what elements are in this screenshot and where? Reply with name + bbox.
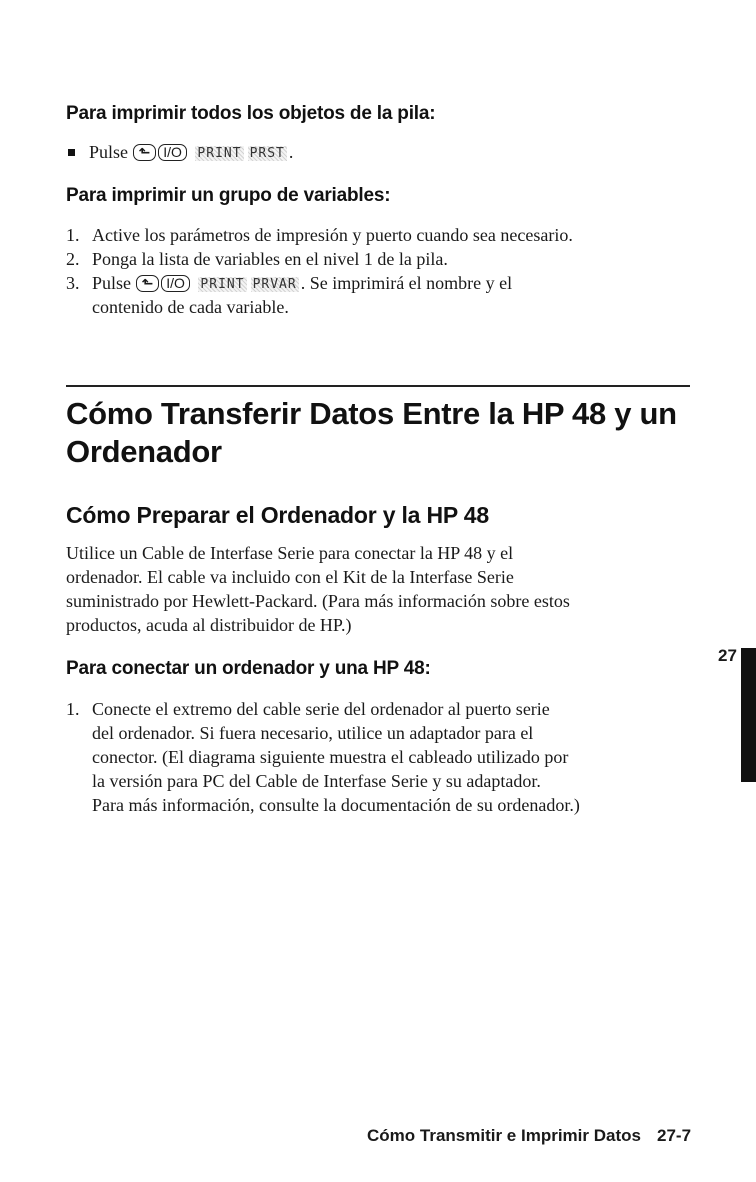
menu-key-print: PRINT bbox=[197, 146, 242, 161]
footer-title: Cómo Transmitir e Imprimir Datos bbox=[367, 1126, 641, 1145]
left-shift-key: ⬑ bbox=[133, 144, 157, 161]
menu-key-print: PRINT bbox=[200, 277, 245, 292]
heading-prepare: Cómo Preparar el Ordenador y la HP 48 bbox=[66, 502, 489, 528]
paragraph-line: Utilice un Cable de Interfase Serie para conectar la HP 48 y el bbox=[66, 543, 514, 563]
step-text: Active los parámetros de impresión y puerto cuando sea necesario. bbox=[92, 225, 573, 245]
paragraph-line: ordenador. El cable va incluido con el Kit de la Interfase Serie bbox=[66, 567, 514, 587]
step-line: conector. (El diagrama siguiente muestra el cableado utilizado por bbox=[92, 747, 569, 767]
chapter-title-line: Ordenador bbox=[66, 434, 222, 469]
menu-key-prvar: PRVAR bbox=[252, 277, 297, 292]
bullet-prefix: Pulse bbox=[89, 142, 129, 162]
chapter-tab-number: 27 bbox=[718, 646, 737, 665]
step-text: Ponga la lista de variables en el nivel 1 de la pila. bbox=[92, 249, 448, 269]
paragraph-line: suministrado por Hewlett-Packard. (Para más información sobre estos bbox=[66, 591, 570, 611]
step-number: 3. bbox=[66, 273, 80, 293]
step-number: 1. bbox=[66, 699, 80, 719]
step-line: la versión para PC del Cable de Interfase Serie y su adaptador. bbox=[92, 771, 541, 791]
step-line: Para más información, consulte la documentación de su ordenador.) bbox=[92, 795, 580, 815]
section-divider bbox=[66, 385, 690, 387]
step-line: Conecte el extremo del cable serie del ordenador al puerto serie bbox=[92, 699, 550, 719]
step-prefix: Pulse bbox=[92, 273, 132, 293]
heading-print-vars: Para imprimir un grupo de variables: bbox=[66, 185, 391, 206]
chapter-tab-marker bbox=[741, 648, 756, 782]
step-line: del ordenador. Si fuera necesario, utilice un adaptador para el bbox=[92, 723, 534, 743]
bullet-suffix: . bbox=[288, 142, 294, 162]
step-text-after: . Se imprimirá el nombre y el bbox=[300, 273, 513, 293]
heading-connect: Para conectar un ordenador y una HP 48: bbox=[66, 658, 431, 679]
page-number: 27-7 bbox=[657, 1126, 692, 1145]
bullet-item-print-stack bbox=[89, 141, 293, 165]
menu-key-prst: PRST bbox=[249, 146, 285, 161]
step-number: 1. bbox=[66, 225, 80, 245]
paragraph-line: productos, acuda al distribuidor de HP.) bbox=[66, 615, 352, 635]
step-text-continuation: contenido de cada variable. bbox=[92, 297, 289, 317]
heading-print-stack: Para imprimir todos los objetos de la pila: bbox=[66, 103, 436, 124]
step-number: 2. bbox=[66, 249, 80, 269]
io-key: I/O bbox=[161, 275, 190, 292]
chapter-title bbox=[66, 395, 677, 471]
chapter-title-line: Cómo Transferir Datos Entre la HP 48 y un bbox=[66, 396, 677, 431]
left-shift-key: ⬑ bbox=[136, 275, 160, 292]
step-text bbox=[92, 272, 512, 296]
bullet-marker bbox=[68, 149, 75, 156]
io-key: I/O bbox=[158, 144, 187, 161]
